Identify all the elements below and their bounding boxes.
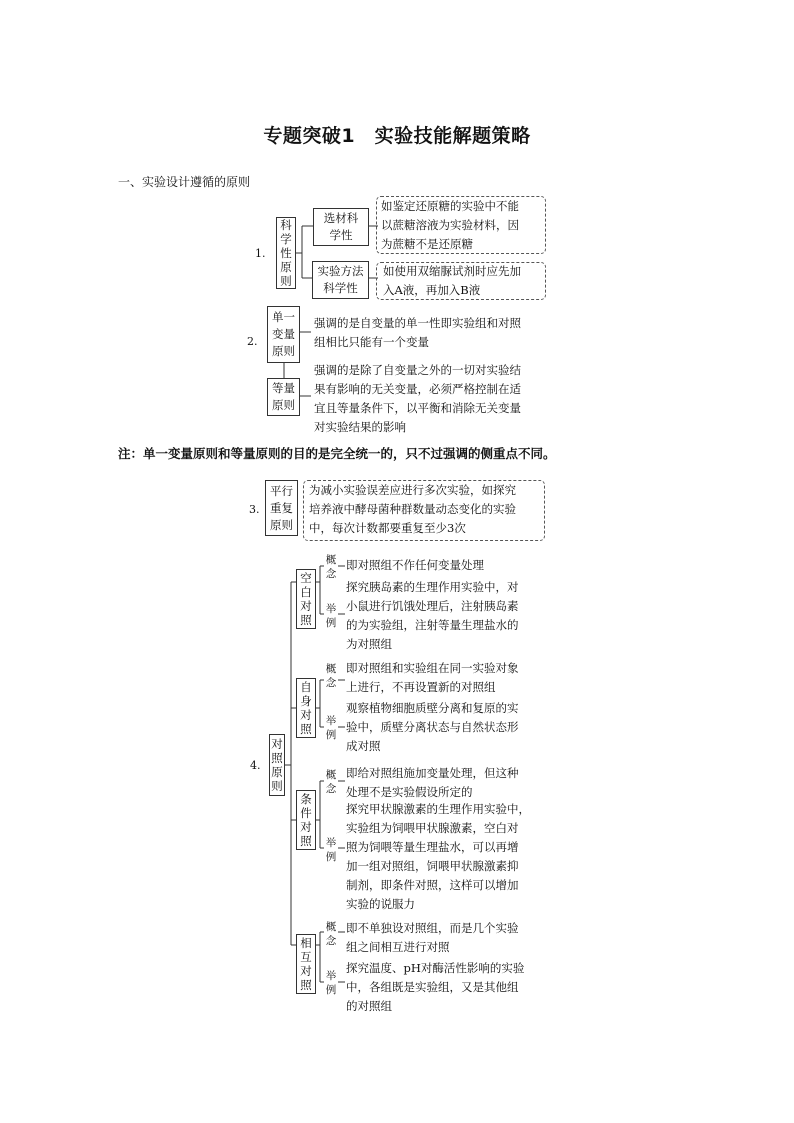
material-note: 如鉴定还原糖的实验中不能 以蔗糖溶液为实验材料，因 为蔗糖不是还原糖	[381, 199, 519, 251]
material-box: 选材科 学性	[313, 208, 369, 246]
conditional-control-concept: 即给对照组施加变量处理，但这种 处理不是实验假设所定的	[346, 766, 519, 799]
example-label: 举 例	[325, 715, 337, 741]
blank-control-box: 空 白 对 照	[296, 569, 316, 629]
concept-label: 概 念	[325, 921, 337, 947]
method-note: 如使用双缩脲试剂时应先加 入A液，再加入B液	[383, 264, 521, 297]
example-label: 举 例	[325, 603, 337, 629]
item-number-4: 4.	[250, 759, 261, 772]
mutual-control-example: 探究温度、pH对酶活性影响的实验 中，各组既是实验组，又是其他组 的对照组	[346, 961, 525, 1013]
item-number-1: 1.	[255, 247, 266, 260]
scientific-principle-box: 科 学 性 原 则	[276, 217, 296, 289]
single-variable-text: 强调的是自变量的单一性即实验组和对照 组相比只能有一个变量	[314, 316, 521, 349]
self-control-example: 观察植物细胞质壁分离和复原的实 验中，质壁分离状态与自然状态形 成对照	[346, 701, 519, 753]
concept-label: 概 念	[325, 663, 337, 689]
conditional-control-example: 探究甲状腺激素的生理作用实验中， 实验组为饲喂甲状腺激素，空白对 照为饲喂等量生理盐水，可以再增 加一组对照组，饲喂甲状腺激素抑 制剂，即条件对照，这样可以增加 实验的说服力	[346, 802, 530, 911]
single-variable-box: 单一 变量 原则	[267, 306, 300, 363]
item-number-2: 2.	[247, 335, 258, 348]
parallel-repeat-text: 为减小实验误差应进行多次实验，如探究 培养液中酵母菌种群数量动态变化的实验 中，每次计数都要重复至少3次	[309, 483, 516, 535]
concept-label: 概 念	[325, 769, 337, 795]
equal-amount-text: 强调的是除了自变量之外的一切对实验结 果有影响的无关变量，必须严格控制在适 宜且等量条件下，以平衡和消除无关变量 对实验结果的影响	[314, 363, 521, 434]
mutual-control-box: 相 互 对 照	[296, 934, 316, 994]
concept-label: 概 念	[325, 554, 337, 580]
equal-amount-box: 等量 原则	[267, 378, 300, 416]
self-control-box: 自 身 对 照	[296, 678, 316, 738]
blank-control-example: 探究胰岛素的生理作用实验中，对 小鼠进行饥饿处理后，注射胰岛素 的为实验组，注射等量生理盐水的 为对照组	[346, 580, 519, 651]
item-number-3: 3.	[249, 503, 260, 516]
control-principle-box: 对 照 原 则	[269, 734, 285, 796]
parallel-repeat-box: 平行 重复 原则	[265, 480, 298, 536]
blank-control-concept: 即对照组不作任何变量处理	[346, 558, 484, 572]
mutual-control-concept: 即不单独设对照组，而是几个实验 组之间相互进行对照	[346, 921, 519, 954]
method-box: 实验方法 科学性	[312, 261, 369, 299]
example-label: 举 例	[325, 837, 337, 863]
page-title: 专题突破1 实验技能解题策略	[263, 125, 531, 147]
note: 注：单一变量原则和等量原则的目的是完全统一的，只不过强调的侧重点不同。	[118, 446, 556, 461]
conditional-control-box: 条 件 对 照	[296, 790, 316, 850]
section-heading: 一、实验设计遵循的原则	[118, 175, 251, 189]
self-control-concept: 即对照组和实验组在同一实验对象 上进行，不再设置新的对照组	[346, 661, 519, 694]
example-label: 举 例	[325, 970, 337, 996]
